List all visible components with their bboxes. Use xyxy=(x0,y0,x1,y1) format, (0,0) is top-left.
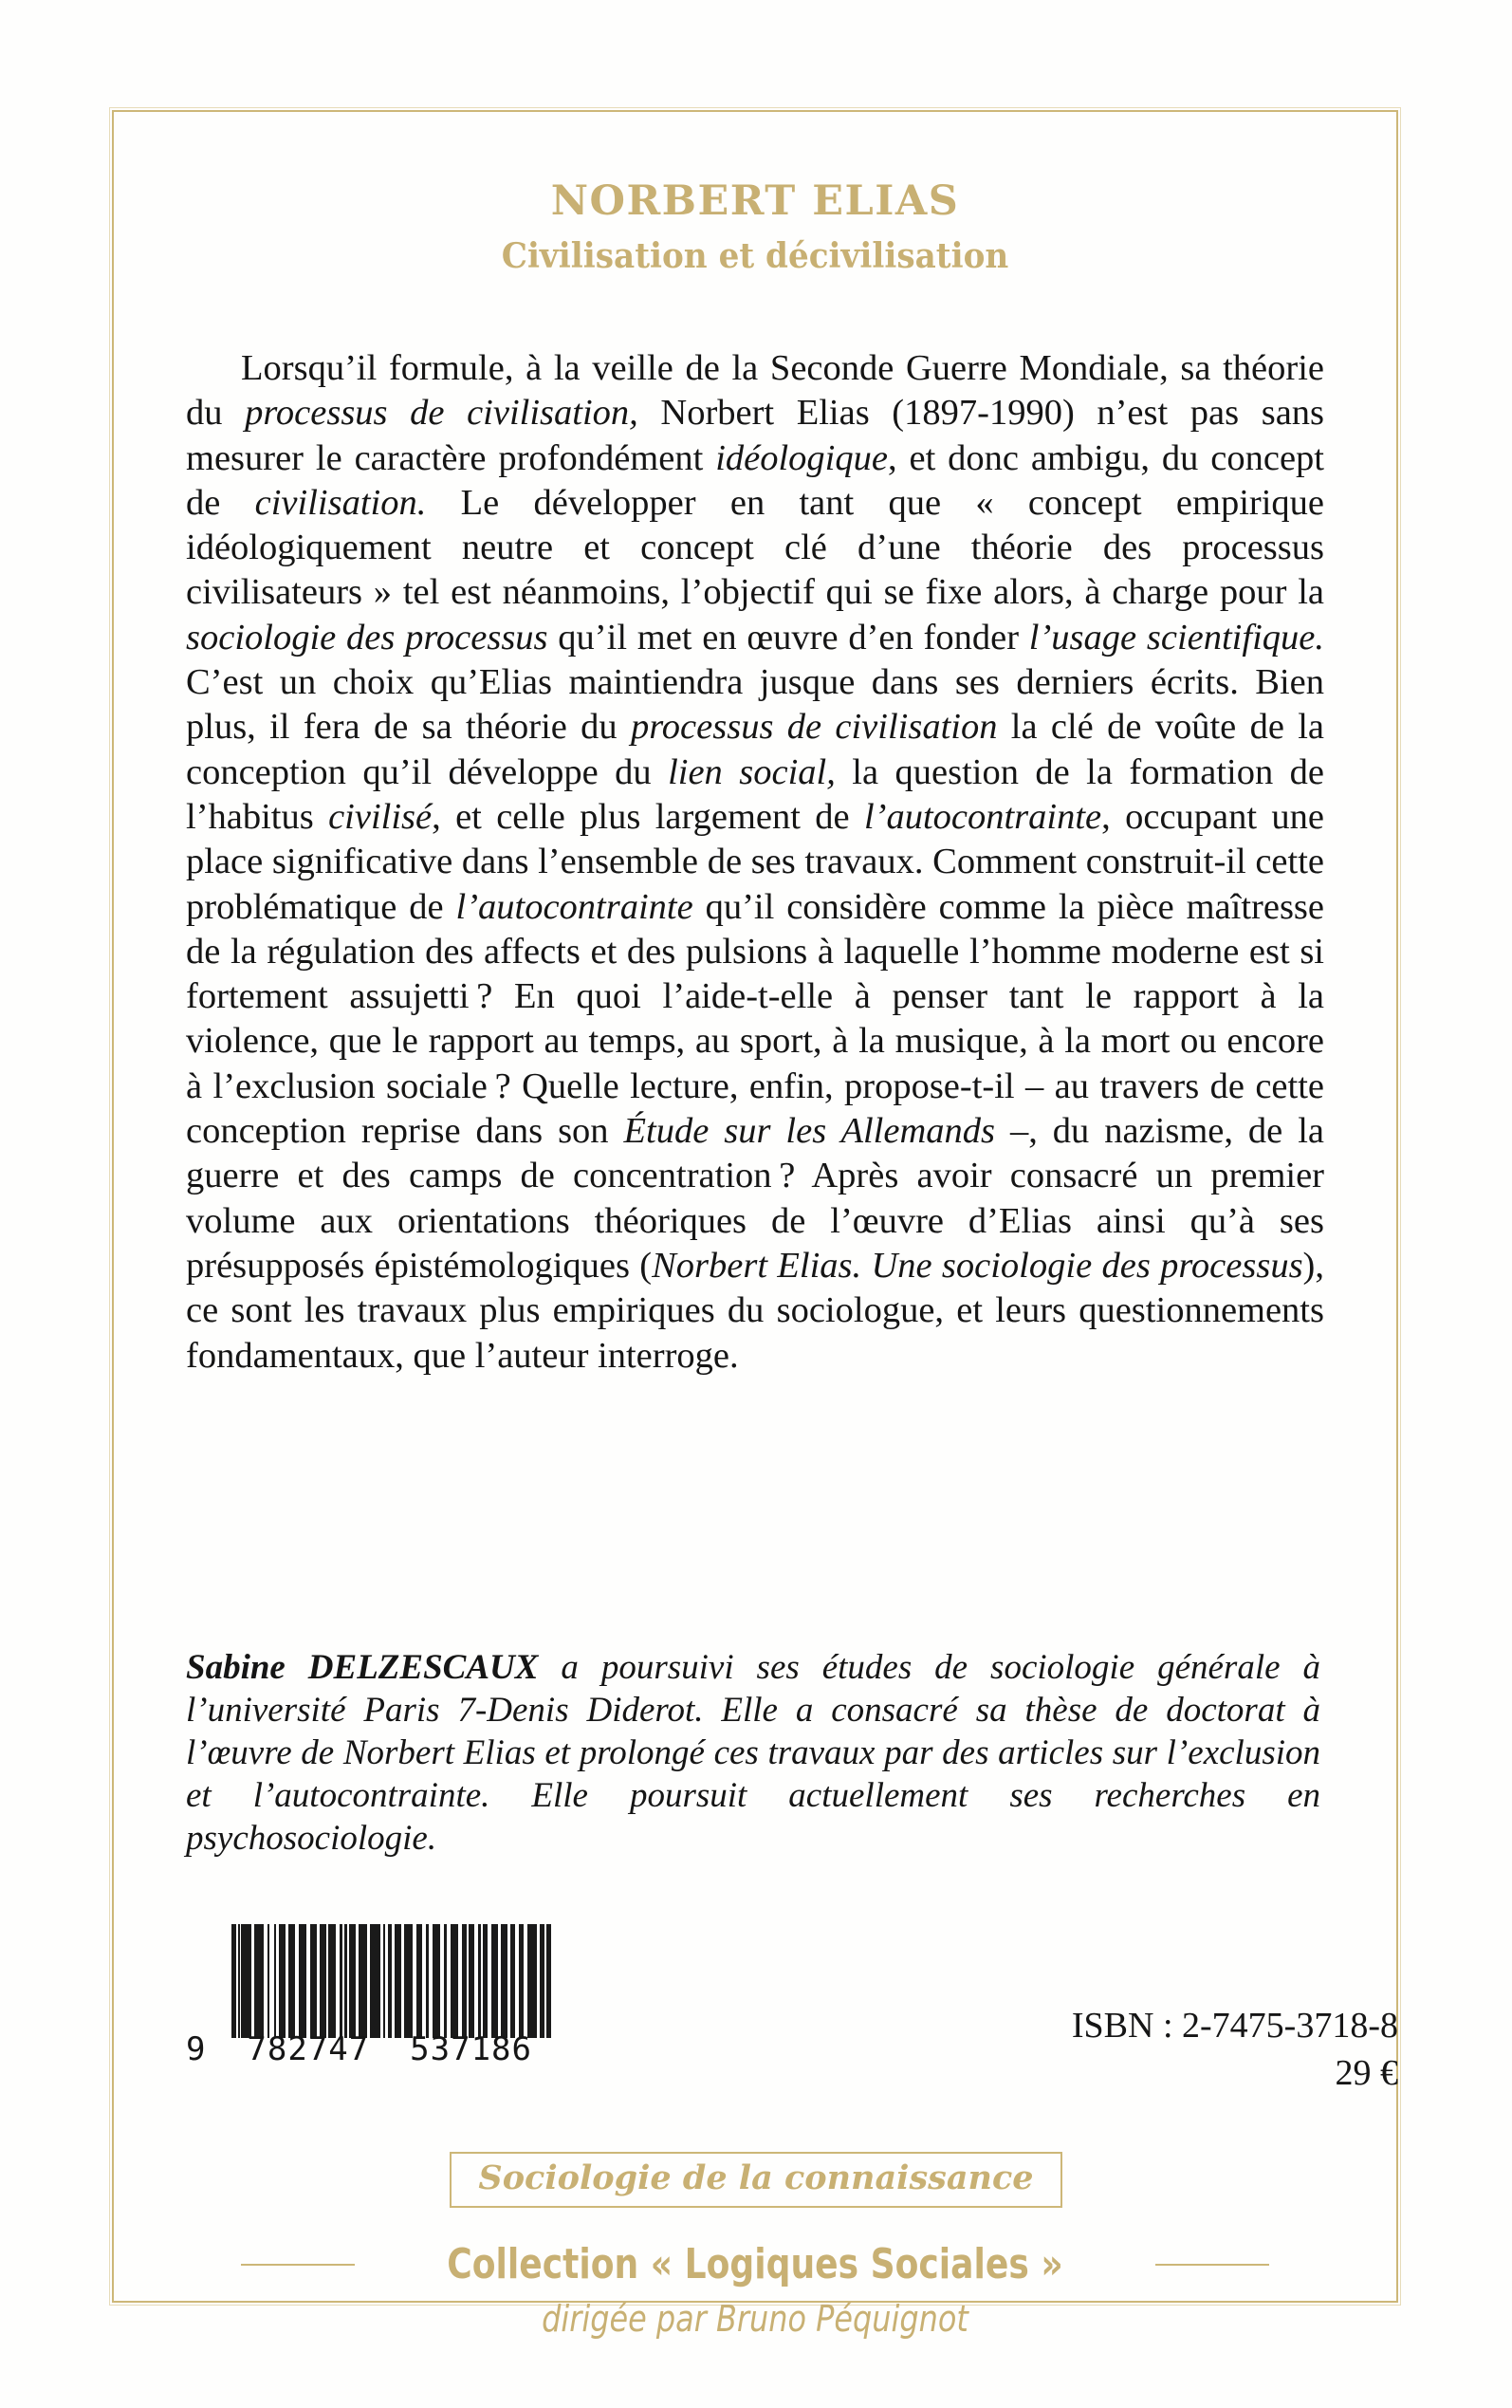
page-title: NORBERT ELIAS xyxy=(550,177,960,225)
barcode-bar xyxy=(370,1924,379,2038)
rule-right xyxy=(1155,2264,1269,2266)
series-box xyxy=(0,2152,1512,2208)
barcode-bar xyxy=(279,1924,286,2038)
barcode-bar xyxy=(299,1924,307,2038)
barcode-bar xyxy=(288,1924,295,2038)
price-label: 29 € xyxy=(1335,2053,1398,2093)
collection-director: dirigée par Bruno Péquignot xyxy=(542,2298,968,2340)
isbn-label: ISBN : 2-7475-3718-8 xyxy=(1071,2006,1398,2046)
barcode-bar xyxy=(395,1924,401,2038)
barcode-bar xyxy=(546,1924,551,2038)
barcode-bar xyxy=(433,1924,441,2038)
barcode-bar xyxy=(527,1924,537,2038)
series-box-border xyxy=(450,2152,1061,2208)
rule-left xyxy=(241,2264,355,2266)
collection-title: Collection « Logiques Sociales » xyxy=(447,2240,1063,2288)
series-label: Sociologie de la connaissance xyxy=(478,2158,1034,2197)
ean13-digits: 9 782747 537186 xyxy=(186,2030,532,2068)
barcode-bar xyxy=(359,1924,367,2038)
barcode-bar xyxy=(404,1924,413,2038)
barcode-bar xyxy=(416,1924,423,2038)
barcode-bar xyxy=(328,1924,337,2038)
page-subtitle: Civilisation et décivilisation xyxy=(501,236,1009,277)
back-cover-blurb: Lorsqu’il formule, à la veille de la Seconde Guerre Mondiale, sa théorie du processus de civilisation, Norbert Elias (1897-1990) n’est pas sans mesurer le caractère profondément idéologique, et donc ambigu, du concept de civilisation. Le développer en tant que « concept empirique idéologiquement neutre et concept clé d’une théorie des processus civilisateurs » tel est néanmoins, l’objectif qui se fixe alors, à charge pour la sociologie des processus qu’il met en œuvre d’en fonder l’usage scientifique. C’est un choix qu’Elias maintiendra jusque dans ses derniers écrits. Bien plus, il fera de sa théorie du processus de civilisation la clé de voûte de la conception qu’il développe du lien social, la question de la formation de l’habitus civilisé, et celle plus largement de l’autocontrainte, occupant une place significative dans l’ensemble de ses travaux. Comment construit-il cette problématique de l’autocontrainte qu’il considère comme la pièce maîtresse de la régulation des affects et des pulsions à laquelle l’homme moderne est si fortement assujetti ? En quoi l’aide-t-elle à penser tant le rapport à la violence, que le rapport au temps, au sport, à la musique, à la mort ou encore à l’exclusion sociale ? Quelle lecture, enfin, propose-t-il – au travers de cette conception reprise dans son Étude sur les Allemands –, du nazisme, de la guerre et des camps de concentration ? Après avoir consacré un premier volume aux orientations théoriques de l’œuvre d’Elias ainsi qu’à ses présupposés épistémologiques (Norbert Elias. Une sociologie des processus), ce sont les travaux plus empiriques du sociologue, et leurs questionnements fondamentaux, que l’auteur interroge. xyxy=(186,348,1325,1376)
isbn-price-block xyxy=(1072,2002,1398,2097)
barcode-bar xyxy=(469,1924,475,2038)
barcode-bar xyxy=(254,1924,264,2038)
barcode-bar xyxy=(310,1924,317,2038)
author-biography: Sabine DELZESCAUX a poursuivi ses études de sociologie générale à l’université Paris 7-Denis Diderot. Elle a consacré sa thèse de doctorat à l’œuvre de Norbert Elias et prolongé ces travaux par des articles sur l’exclusion et l’autocontrainte. Elle poursuit actuellement ses recherches en psychosociologie. xyxy=(186,1648,1320,1858)
barcode-block xyxy=(186,1924,594,2066)
barcode-bar xyxy=(491,1924,498,2038)
barcode-bar xyxy=(320,1924,326,2038)
barcode-bar xyxy=(349,1924,356,2038)
title-block xyxy=(112,177,1398,277)
barcode-bar xyxy=(501,1924,507,2038)
collection-row xyxy=(112,2240,1398,2288)
ean13-barcode xyxy=(231,1924,552,2038)
barcode-bar xyxy=(451,1924,459,2038)
barcode-bar xyxy=(241,1924,250,2038)
